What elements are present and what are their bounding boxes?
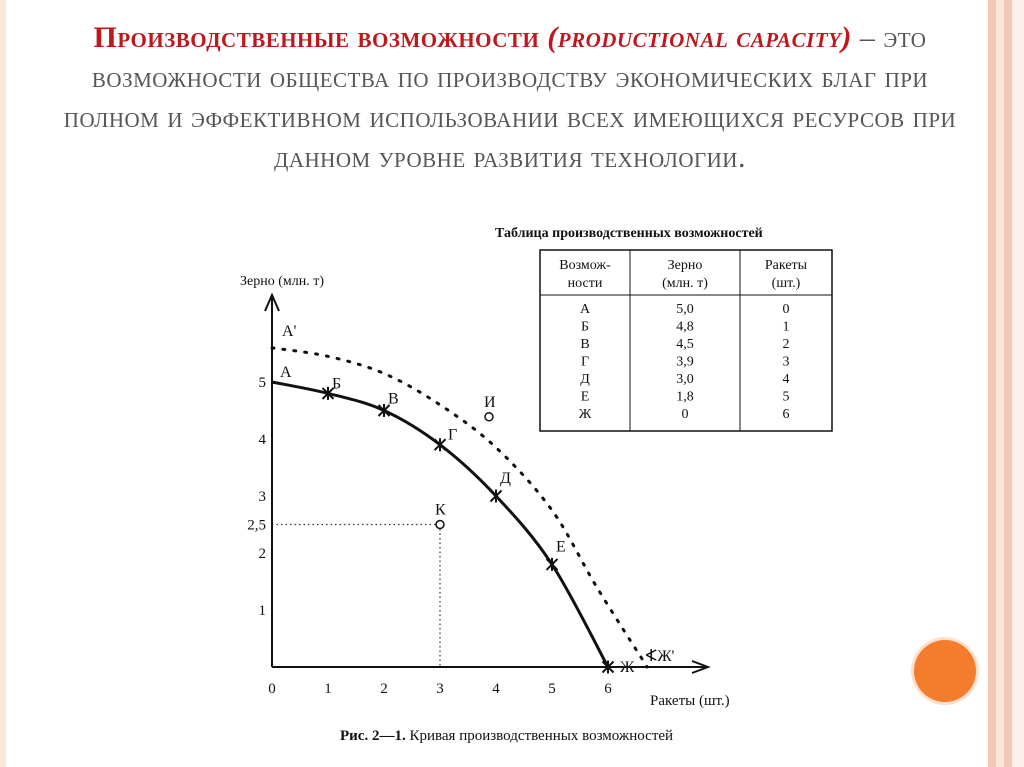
title-definition: это возможности общества по производству экономических благ при полном и эффективном использовании всех имеющихся ресурсов при данном уровне развития технологии. — [63, 21, 957, 174]
table-cell-r0-c1: 5,0 — [676, 302, 694, 317]
special-point-К — [436, 521, 444, 529]
axis-ticks — [247, 375, 612, 697]
point-label-А: А — [280, 364, 292, 381]
caption-text: Кривая производственных возможностей — [405, 728, 674, 744]
table-cell-r1-c1: 4,8 — [676, 319, 694, 335]
table-cell-r5-c1: 1,8 — [676, 389, 694, 405]
special-point-И — [485, 413, 493, 421]
table-cell-r3-c0: Г — [580, 354, 590, 370]
table-header-cell-1-line1: Зерно — [667, 258, 703, 273]
slide-title — [60, 18, 960, 178]
table-header-cell-2-line2: (шт.) — [771, 276, 801, 291]
y-tick-label-5: 5 — [258, 375, 266, 391]
table-cell-r5-c0: Е — [580, 389, 590, 405]
point-label-Д: Д — [500, 470, 511, 487]
point-label-a-prime: А' — [282, 322, 297, 340]
y-tick-label-2,5: 2,5 — [247, 517, 266, 534]
point-mark-Е — [547, 558, 558, 571]
caption-number: Рис. 2—1. — [340, 728, 406, 744]
point-label-Г: Г — [448, 426, 458, 444]
table-header — [559, 258, 807, 291]
x-tick-label-0: 0 — [268, 681, 276, 697]
table-cell-r1-c0: Б — [580, 319, 590, 335]
table-cell-r5-c2: 5 — [782, 389, 790, 405]
point-label-zh-prime: Ж' — [657, 648, 675, 665]
title-term: Производственные возможности — [93, 21, 540, 54]
x-tick-label-4: 4 — [492, 681, 500, 697]
point-label-Ж: Ж — [620, 659, 635, 676]
point-label-Е: Е — [556, 538, 566, 556]
x-tick-label-2: 2 — [380, 681, 388, 697]
x-tick-label-6: 6 — [604, 681, 612, 697]
table-cell-r4-c0: Д — [580, 372, 590, 387]
point-marks — [280, 323, 675, 676]
y-axis-label: Зерно (млн. т) — [240, 274, 324, 289]
y-tick-label-4: 4 — [258, 432, 266, 448]
right-decorative-stripes — [982, 0, 1024, 767]
table-header-cell-2-line1: Ракеты — [764, 258, 808, 273]
shift-arrow-icon — [646, 649, 656, 661]
special-point-label-И: И — [484, 393, 496, 411]
y-tick-label-1: 1 — [258, 603, 266, 619]
table-cell-r4-c2: 4 — [782, 372, 790, 387]
x-tick-label-1: 1 — [324, 681, 332, 697]
x-tick-label-3: 3 — [436, 681, 444, 697]
chart-svg — [230, 215, 890, 755]
left-border-line — [0, 0, 6, 767]
table-header-cell-0-line1: Возмож- — [559, 258, 611, 273]
table-cell-r0-c2: 0 — [782, 302, 790, 317]
table-cell-r6-c2: 6 — [782, 407, 790, 422]
point-mark-Д — [491, 490, 502, 503]
point-label-В: В — [388, 390, 399, 408]
x-axis-label: Ракеты (шт.) — [650, 693, 730, 709]
table-cell-r6-c1: 0 — [681, 407, 689, 422]
table-title: Таблица производственных возможностей — [495, 226, 763, 241]
table-body — [579, 302, 790, 422]
table-cell-r2-c2: 2 — [782, 337, 790, 352]
figure-production-possibilities — [230, 215, 890, 755]
x-tick-label-5: 5 — [548, 681, 556, 697]
figure-caption — [340, 728, 673, 744]
special-point-label-К: К — [435, 501, 446, 519]
table-cell-r2-c0: В — [580, 337, 590, 352]
table-cell-r6-c0: Ж — [578, 407, 592, 422]
y-tick-label-3: 3 — [258, 489, 266, 505]
orange-circle-decoration — [914, 640, 976, 702]
table-cell-r2-c1: 4,5 — [676, 337, 694, 352]
table-header-cell-1-line2: (млн. т) — [662, 276, 708, 291]
table-cell-r0-c0: А — [579, 302, 591, 317]
table-cell-r1-c2: 1 — [782, 319, 790, 335]
table-cell-r3-c2: 3 — [782, 354, 790, 370]
y-tick-label-2: 2 — [258, 546, 266, 562]
table-cell-r3-c1: 3,9 — [676, 354, 694, 370]
point-label-Б: Б — [332, 375, 342, 393]
table-header-cell-0-line2: ности — [567, 276, 603, 291]
title-term-english: (productional capacity) — [547, 21, 852, 54]
title-dash: – — [851, 21, 884, 54]
point-mark-Г — [435, 438, 446, 451]
guide-lines — [272, 525, 440, 668]
table-cell-r4-c1: 3,0 — [676, 372, 694, 387]
